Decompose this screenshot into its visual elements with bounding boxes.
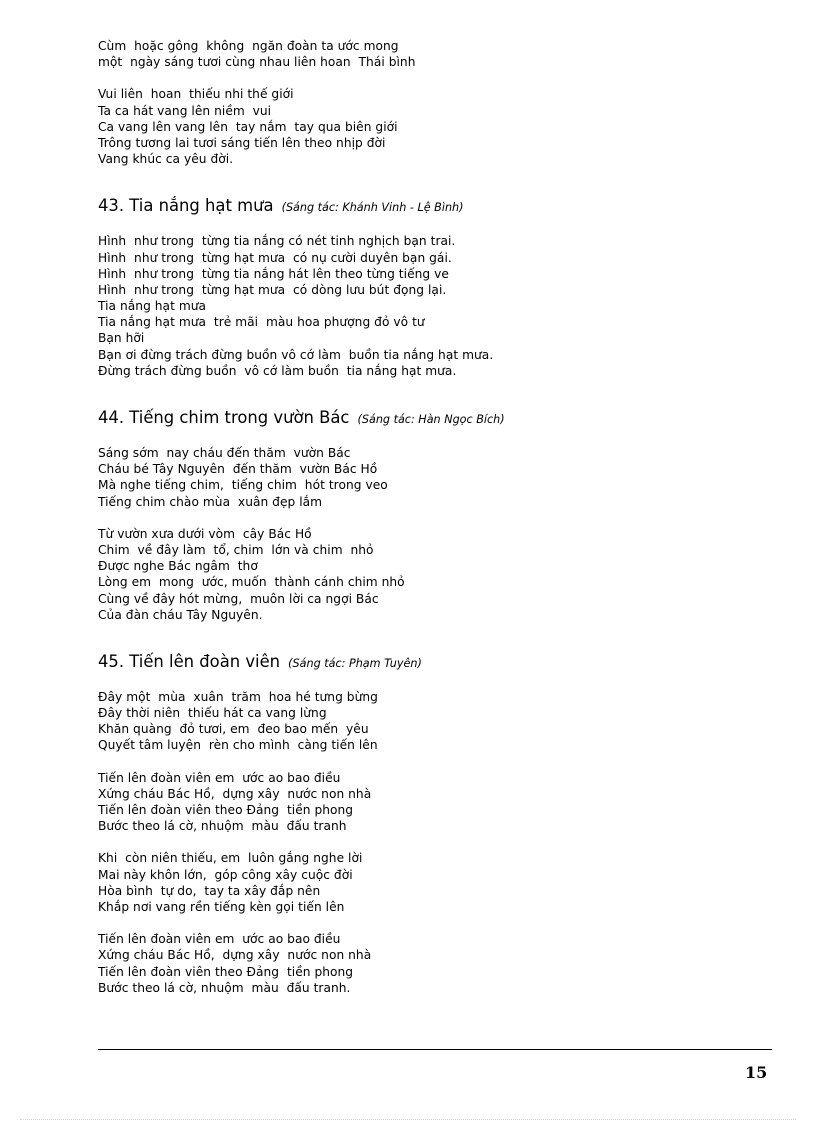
lyric-line: Tiến lên đoàn viên theo Đảng tiền phong: [98, 803, 354, 817]
song-heading: [98, 651, 778, 673]
song-section: [98, 407, 778, 623]
song-credit: (Sáng tác: Hàn Ngọc Bích): [357, 413, 505, 426]
lyric-line: Tiến lên đoàn viên em ước ao bao điều: [98, 770, 341, 785]
song-stanza: [98, 931, 778, 996]
lyric-line: Ta ca hát vang lên niềm vui: [98, 103, 272, 118]
song-title: 43. Tia nắng hạt mưa: [98, 196, 274, 216]
lyric-line: Trông tương lai tươi sáng tiến lên theo nhịp đời: [98, 135, 386, 150]
footer-divider: [98, 1049, 772, 1050]
lyric-line: Tiếng chim chào mùa xuân đẹp lắm: [98, 494, 323, 509]
lyric-line: Hình như trong từng hạt mưa có dòng lưu bút đọng lại.: [98, 282, 447, 297]
lyric-line: Cháu bé Tây Nguyên đến thăm vườn Bác Hồ: [98, 462, 378, 477]
lyric-line: Mai này khôn lớn, góp công xây cuộc đời: [98, 867, 353, 882]
page-number: 15: [745, 1063, 768, 1082]
song-credit: (Sáng tác: Khánh Vinh - Lệ Bình): [281, 201, 464, 215]
lyric-line: Tiến lên đoàn viên theo Đảng tiền phong: [98, 964, 354, 979]
song-stanza: [98, 689, 778, 754]
lyric-line: một ngày sáng tươi cùng nhau liên hoan Thái bình: [98, 55, 416, 70]
song-stanza: [98, 526, 778, 623]
lyric-line: Quyết tâm luyện rèn cho mình càng tiến lên: [98, 738, 378, 753]
lyric-line: Lòng em mong ước, muốn thành cánh chim nhỏ: [98, 575, 405, 590]
lyric-line: Bạn ơi đừng trách đừng buồn vô cớ làm buồn tia nắng hạt mưa.: [98, 347, 494, 362]
lyric-line: Khăn quàng đỏ tươi, em đeo bao mến yêu: [98, 722, 369, 737]
intro-stanza: [98, 38, 778, 70]
lyric-line: Xứng cháu Bác Hồ, dựng xây nước non nhà: [98, 948, 372, 963]
song-title: 44. Tiếng chim trong vườn Bác: [98, 408, 350, 427]
song-heading: [98, 195, 778, 217]
lyric-line: Hòa bình tự do, tay ta xây đắp nên: [98, 883, 321, 898]
lyric-line: Chim về đây làm tổ, chim lớn và chim nhỏ: [98, 542, 374, 557]
lyric-line: Bước theo lá cờ, nhuộm màu đấu tranh: [98, 819, 347, 834]
lyric-line: Cùng về đây hót mừng, muôn lời ca ngợi Bác: [98, 591, 379, 606]
lyric-line: Xứng cháu Bác Hồ, dựng xây nước non nhà: [98, 786, 372, 801]
intro-stanza: [98, 86, 778, 167]
lyric-line: Tia nắng hạt mưa trẻ mãi màu hoa phượng đỏ vô tư: [98, 315, 425, 330]
song-heading: [98, 407, 778, 429]
lyric-line: Bạn hỡi: [98, 331, 145, 346]
song-stanza: [98, 850, 778, 915]
lyric-line: Hình như trong từng tia nắng có nét tinh nghịch bạn trai.: [98, 234, 456, 249]
page-bottom-edge: [20, 1119, 796, 1120]
lyric-line: Đừng trách đừng buồn vô cớ làm buồn tia nắng hạt mưa.: [98, 363, 457, 378]
lyric-line: Ca vang lên vang lên tay nắm tay qua biên giới: [98, 119, 398, 134]
lyric-line: Của đàn cháu Tây Nguyên.: [98, 607, 263, 622]
lyric-line: Được nghe Bác ngâm thơ: [98, 559, 258, 574]
lyric-line: Hình như trong từng hạt mưa có nụ cười duyên bạn gái.: [98, 250, 452, 265]
lyric-line: Hình như trong từng tia nắng hát lên theo từng tiếng ve: [98, 266, 449, 281]
song-stanza: [98, 445, 778, 510]
lyric-line: Vui liên hoan thiếu nhi thế giới: [98, 87, 294, 102]
lyric-line: Đây thời niên thiếu hát ca vang lừng: [98, 706, 327, 721]
lyric-line: Tiến lên đoàn viên em ước ao bao điều: [98, 932, 341, 947]
lyric-line: Bước theo lá cờ, nhuộm màu đấu tranh.: [98, 980, 351, 995]
lyric-line: Khắp nơi vang rền tiếng kèn gọi tiến lên: [98, 899, 345, 914]
lyric-line: Vang khúc ca yêu đời.: [98, 152, 234, 167]
page-content: [98, 38, 778, 1012]
lyric-line: Từ vườn xưa dưới vòm cây Bác Hồ: [98, 526, 312, 541]
lyric-line: Khi còn niên thiếu, em luôn gắng nghe lời: [98, 851, 363, 866]
lyric-line: Đây một mùa xuân trăm hoa hé tưng bừng: [98, 689, 378, 704]
song-stanza: [98, 233, 778, 379]
song-title: 45. Tiến lên đoàn viên: [98, 651, 281, 671]
song-section: [98, 651, 778, 996]
lyric-line: Mà nghe tiếng chim, tiếng chim hót trong veo: [98, 478, 388, 493]
song-credit: (Sáng tác: Phạm Tuyên): [288, 656, 422, 670]
lyric-line: Cùm hoặc gông không ngăn đoàn ta ước mong: [98, 39, 399, 53]
lyric-line: Tia nắng hạt mưa: [98, 299, 207, 314]
lyric-line: Sáng sớm nay cháu đến thăm vườn Bác: [98, 446, 351, 460]
song-stanza: [98, 770, 778, 835]
song-section: [98, 195, 778, 379]
